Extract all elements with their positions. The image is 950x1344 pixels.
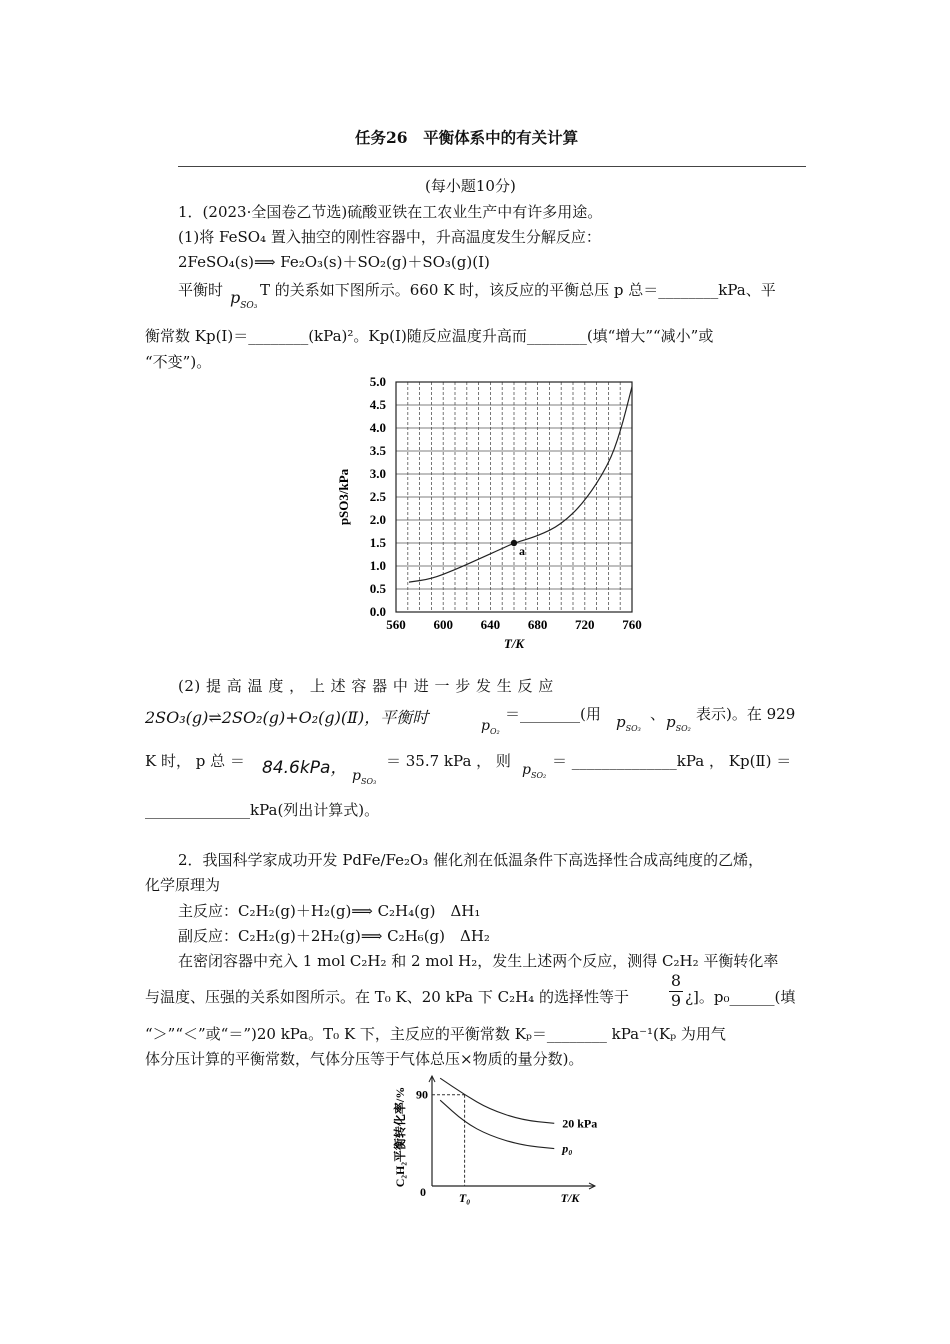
- page-title: 任务26 平衡体系中的有关计算: [355, 128, 579, 147]
- series-label-0: 20 kPa: [562, 1116, 598, 1131]
- p-so3-symbol-2: $p_{SO_3}$: [616, 713, 641, 733]
- y-tick-label: 0.5: [369, 581, 386, 596]
- q1-part2-line3-c: ＝ ______________kPa ， Kp(Ⅱ) ＝: [552, 752, 792, 770]
- y-tick-label: 3.0: [369, 466, 386, 481]
- point-a-label: a: [519, 544, 525, 558]
- q1-part2-line3-b: ＝ 35.7 kPa ， 则: [386, 752, 511, 770]
- q1-reaction: 2FeSO₄(s)⟹ Fe₂O₃(s)＋SO₂(g)＋SO₃(g)(Ⅰ): [178, 253, 490, 271]
- q2-line2-b: ¿]。p₀______(填: [685, 988, 796, 1006]
- y-tick-label: 2.5: [369, 489, 386, 504]
- p-so2-symbol-2: $p_{SO_2}$: [522, 762, 547, 780]
- x-tick-label: 640: [480, 617, 501, 632]
- y-tick-label: 1.5: [369, 535, 386, 550]
- y-tick-label: 3.5: [369, 443, 386, 458]
- fraction-denominator: 9: [670, 991, 682, 1010]
- title-divider: [178, 166, 806, 167]
- x-tick-label: 560: [386, 617, 406, 632]
- y-tick-label: 5.0: [369, 374, 386, 389]
- y-tick-label: 4.5: [369, 397, 386, 412]
- p-o2-symbol: $p_{O_2}$: [481, 718, 500, 736]
- y-axis-label: pSO3/kPa: [336, 468, 351, 526]
- q1-line-a: T 的关系如下图所示。660 K 时，该反应的平衡总压 p 总＝________kPa、平: [260, 281, 776, 299]
- y-tick-label: 2.0: [369, 512, 386, 527]
- selectivity-fraction: [669, 972, 683, 1010]
- q1-line-b: 衡常数 Kp(Ⅰ)＝________(kPa)²。Kp(Ⅰ)随反应温度升高而________(填“增大”“减小”或: [145, 327, 714, 345]
- y-tick-label: 0.0: [369, 604, 386, 619]
- q1-line-c: “不变”)。: [145, 353, 212, 371]
- q2-line4: 体分压计算的平衡常数，气体分压等于气体总压×物质的量分数)。: [145, 1050, 584, 1068]
- point-a: [511, 540, 517, 546]
- x-tick-label: 600: [433, 617, 453, 632]
- x-tick-label: 680: [527, 617, 548, 632]
- y-mark-90: 90: [416, 1087, 428, 1102]
- p-so3-symbol: $p_{SO_3}$: [230, 288, 258, 311]
- q2-intro1: 2．我国科学家成功开发 PdFe/Fe₂O₃ 催化剂在低温条件下高选择性合成高纯度的乙烯，: [178, 851, 764, 869]
- q1-part2-line1: (2) 提 高 温 度 ， 上 述 容 器 中 进 一 步 发 生 反 应: [178, 677, 554, 695]
- y-tick-label: 1.0: [369, 558, 386, 573]
- y-tick-label: 4.0: [369, 420, 386, 435]
- q1-line-a-pre: 平衡时: [178, 281, 224, 299]
- score-note: (每小题10分): [425, 177, 516, 195]
- pso3-temperature-chart: [328, 372, 658, 662]
- y-axis-label: C₂H₂平衡转化率/%: [393, 1086, 407, 1188]
- p-so3-symbol-3: $p_{SO_3}$: [352, 768, 377, 786]
- q1-part2-eq-tail3: 表示)。在 929: [696, 705, 796, 723]
- x-axis-label: T/K: [560, 1191, 580, 1205]
- x-tick-label: 760: [622, 617, 642, 632]
- x-mark-t0: T₀: [458, 1191, 471, 1205]
- origin-label: 0: [420, 1185, 426, 1199]
- total-pressure-value: 84.6kPa，: [262, 758, 348, 778]
- x-tick-label: 720: [575, 617, 595, 632]
- q2-main-reaction: 主反应：C₂H₂(g)＋H₂(g)⟹ C₂H₄(g) ΔH₁: [178, 902, 481, 920]
- p-so2-symbol: $p_{SO_2}$: [666, 713, 691, 733]
- q1-part1-intro: (1)将 FeSO₄ 置入抽空的刚性容器中，升高温度发生分解反应：: [178, 228, 601, 246]
- fraction-numerator: 8: [670, 971, 682, 990]
- q1-part2-eq-tail: ＝________(用: [505, 705, 601, 723]
- q2-intro2: 化学原理为: [145, 876, 221, 894]
- q1-part2-eq-tail2: 、: [650, 705, 666, 723]
- series-line-1: [440, 1100, 554, 1148]
- q1-part2-line3-a: K 时， p 总 ＝: [145, 752, 245, 770]
- series-label-1: p₀: [562, 1141, 573, 1156]
- x-axis-label: T/K: [503, 636, 525, 651]
- q2-line2-a: 与温度、压强的关系如图所示。在 T₀ K、20 kPa 下 C₂H₄ 的选择性等于: [145, 988, 629, 1006]
- q2-side-reaction: 副反应：C₂H₂(g)＋2H₂(g)⟹ C₂H₆(g) ΔH₂: [178, 927, 490, 945]
- q1-part2-line4: ______________kPa(列出计算式)。: [145, 801, 380, 819]
- q1-part2-equation: 2SO₃(g)⇌2SO₂(g)+O₂(g)(Ⅱ)，平衡时: [145, 708, 429, 727]
- q2-line1: 在密闭容器中充入 1 mol C₂H₂ 和 2 mol H₂，发生上述两个反应，测得 C₂H₂ 平衡转化率: [178, 952, 779, 970]
- series-line-0: [440, 1078, 554, 1123]
- q2-line3: “＞”“＜”或“＝”)20 kPa。T₀ K 下，主反应的平衡常数 Kₚ＝________ kPa⁻¹(Kₚ 为用气: [145, 1025, 726, 1043]
- q1-intro: 1．(2023·全国卷乙节选)硫酸亚铁在工农业生产中有许多用途。: [178, 203, 603, 221]
- conversion-temperature-chart: [390, 1068, 610, 1208]
